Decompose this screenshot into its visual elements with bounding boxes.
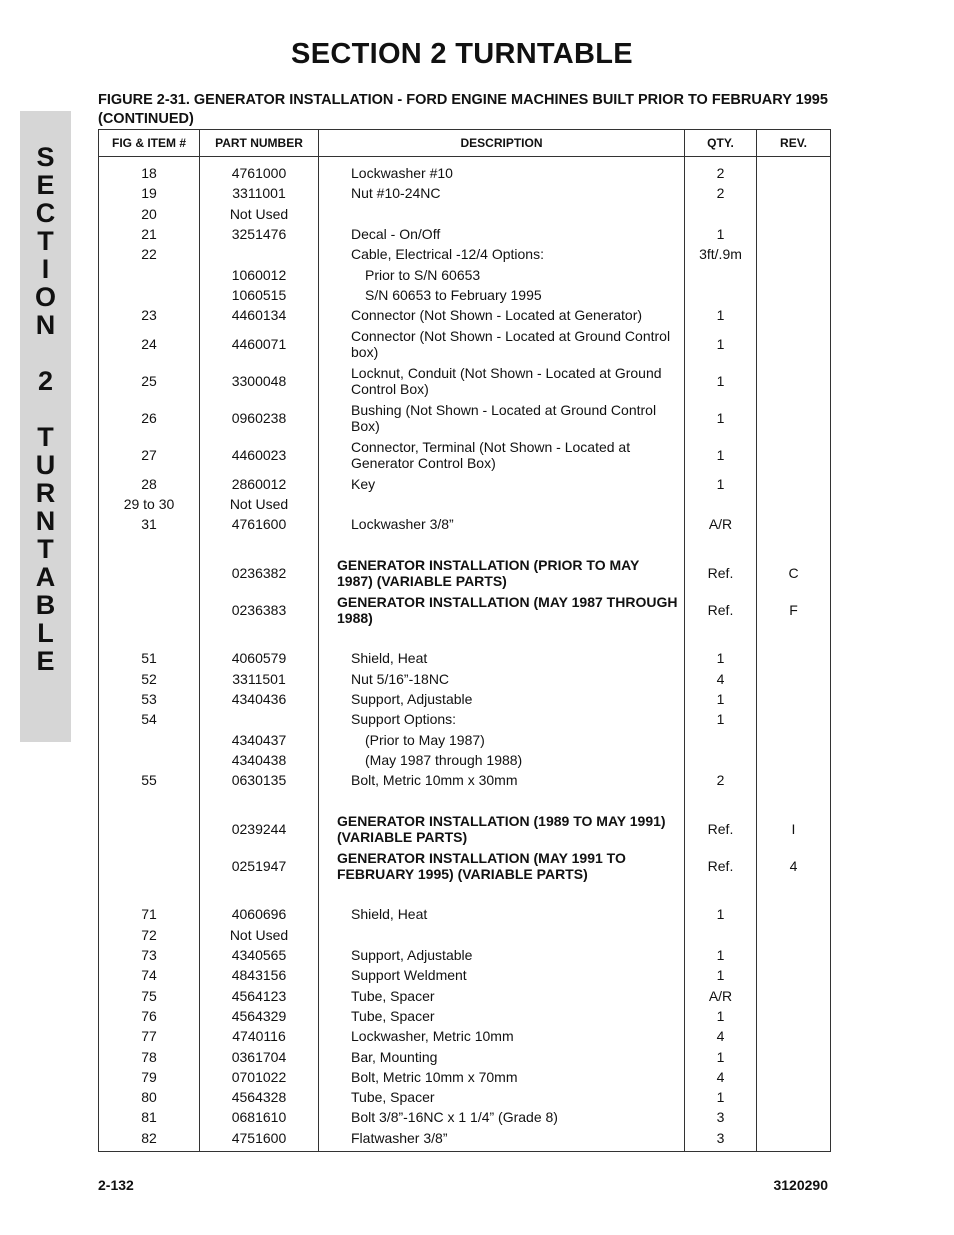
cell-part-number: 0701022 <box>200 1067 319 1087</box>
cell-fig-item: 76 <box>99 1006 200 1026</box>
table-row <box>99 494 831 514</box>
spacer-cell <box>200 790 319 810</box>
table-row <box>99 436 831 473</box>
table-row <box>99 1107 831 1127</box>
table-header-row <box>99 130 831 157</box>
table-row <box>99 925 831 945</box>
spacer-row <box>99 884 831 904</box>
spacer-cell <box>319 884 685 904</box>
cell-fig-item: 77 <box>99 1026 200 1046</box>
spacer-row <box>99 534 831 554</box>
cell-rev <box>757 325 831 362</box>
side-tab-letter: R <box>35 478 56 508</box>
cell-fig-item: 81 <box>99 1107 200 1127</box>
spacer-cell <box>200 534 319 554</box>
spacer-cell <box>685 790 757 810</box>
cell-rev <box>757 669 831 689</box>
cell-qty: 4 <box>685 669 757 689</box>
cell-description: Connector, Terminal (Not Shown - Located at Generator Control Box) <box>319 436 685 473</box>
cell-rev <box>757 1067 831 1087</box>
cell-description: Bolt 3/8”-16NC x 1 1/4” (Grade 8) <box>319 1107 685 1127</box>
cell-part-number: 1060515 <box>200 285 319 305</box>
cell-part-number: 4060579 <box>200 648 319 668</box>
header-description: DESCRIPTION <box>319 130 685 157</box>
table-row <box>99 1046 831 1066</box>
table-row <box>99 847 831 884</box>
cell-description <box>319 204 685 224</box>
side-tab-gap <box>20 395 71 423</box>
table-row <box>99 554 831 591</box>
cell-rev <box>757 473 831 493</box>
side-tab-letter: T <box>37 534 54 564</box>
cell-part-number: 0681610 <box>200 1107 319 1127</box>
cell-description: Tube, Spacer <box>319 1087 685 1107</box>
side-tab-letter: 2 <box>37 366 54 396</box>
cell-part-number: 4740116 <box>200 1026 319 1046</box>
cell-rev <box>757 224 831 244</box>
cell-qty: A/R <box>685 986 757 1006</box>
cell-description: GENERATOR INSTALLATION (MAY 1991 TO FEBRUARY 1995) (VARIABLE PARTS) <box>319 847 685 884</box>
cell-description: GENERATOR INSTALLATION (MAY 1987 THROUGH 1988) <box>319 591 685 628</box>
cell-description: Nut 5/16”-18NC <box>319 669 685 689</box>
side-tab-letter: E <box>36 646 55 676</box>
cell-qty: 1 <box>685 648 757 668</box>
cell-description: Lockwasher, Metric 10mm <box>319 1026 685 1046</box>
cell-fig-item: 51 <box>99 648 200 668</box>
cell-qty: 3ft/.9m <box>685 244 757 264</box>
cell-description: Cable, Electrical -12/4 Options: <box>319 244 685 264</box>
side-tab-letter: O <box>34 282 56 312</box>
table-row <box>99 945 831 965</box>
table-row <box>99 591 831 628</box>
cell-qty: 1 <box>685 399 757 436</box>
cell-rev <box>757 1026 831 1046</box>
cell-rev <box>757 750 831 770</box>
cell-fig-item: 74 <box>99 965 200 985</box>
cell-description: Shield, Heat <box>319 904 685 924</box>
cell-qty: Ref. <box>685 554 757 591</box>
cell-fig-item: 21 <box>99 224 200 244</box>
cell-description: Bolt, Metric 10mm x 30mm <box>319 770 685 790</box>
cell-fig-item: 72 <box>99 925 200 945</box>
cell-fig-item: 25 <box>99 362 200 399</box>
side-tab-letter: L <box>37 618 54 648</box>
parts-table <box>98 129 831 1152</box>
side-tab-letter: B <box>35 590 56 620</box>
cell-part-number: 4340437 <box>200 729 319 749</box>
cell-part-number: 4340438 <box>200 750 319 770</box>
cell-rev <box>757 709 831 729</box>
cell-part-number: 0236383 <box>200 591 319 628</box>
cell-rev <box>757 1087 831 1107</box>
table-row <box>99 204 831 224</box>
cell-qty: 1 <box>685 436 757 473</box>
cell-part-number: 4564328 <box>200 1087 319 1107</box>
cell-part-number: 4843156 <box>200 965 319 985</box>
header-part-number: PART NUMBER <box>200 130 319 157</box>
cell-fig-item: 24 <box>99 325 200 362</box>
spacer-row <box>99 628 831 648</box>
header-qty: QTY. <box>685 130 757 157</box>
cell-part-number: 0239244 <box>200 810 319 847</box>
side-tab-letter: U <box>35 450 56 480</box>
spacer-row <box>99 790 831 810</box>
cell-description: Support, Adjustable <box>319 689 685 709</box>
cell-rev <box>757 494 831 514</box>
cell-rev <box>757 770 831 790</box>
table-row <box>99 1026 831 1046</box>
spacer-cell <box>200 628 319 648</box>
cell-part-number: 0361704 <box>200 1046 319 1066</box>
cell-rev <box>757 157 831 184</box>
parts-table-body <box>99 157 831 1152</box>
cell-description: Bushing (Not Shown - Located at Ground Control Box) <box>319 399 685 436</box>
side-tab-letter: A <box>35 562 56 592</box>
cell-fig-item: 82 <box>99 1128 200 1152</box>
cell-qty: 1 <box>685 224 757 244</box>
cell-qty: 1 <box>685 325 757 362</box>
table-row <box>99 362 831 399</box>
cell-description: Lockwasher #10 <box>319 157 685 184</box>
cell-part-number: 4564329 <box>200 1006 319 1026</box>
cell-description: Decal - On/Off <box>319 224 685 244</box>
cell-part-number: 4761600 <box>200 514 319 534</box>
cell-description: Tube, Spacer <box>319 986 685 1006</box>
cell-fig-item <box>99 810 200 847</box>
table-row <box>99 965 831 985</box>
cell-description: Support Options: <box>319 709 685 729</box>
section-side-tab <box>20 111 71 742</box>
table-row <box>99 183 831 203</box>
cell-qty: 2 <box>685 770 757 790</box>
cell-rev <box>757 689 831 709</box>
cell-rev: C <box>757 554 831 591</box>
cell-fig-item: 20 <box>99 204 200 224</box>
table-row <box>99 325 831 362</box>
spacer-cell <box>200 884 319 904</box>
cell-part-number: 0960238 <box>200 399 319 436</box>
cell-rev <box>757 1006 831 1026</box>
cell-fig-item: 71 <box>99 904 200 924</box>
cell-qty: 4 <box>685 1026 757 1046</box>
cell-fig-item: 52 <box>99 669 200 689</box>
side-tab-letter: C <box>35 198 56 228</box>
cell-qty: 4 <box>685 1067 757 1087</box>
cell-rev: F <box>757 591 831 628</box>
side-tab-letter: N <box>35 506 56 536</box>
cell-qty <box>685 925 757 945</box>
cell-qty: 1 <box>685 305 757 325</box>
cell-part-number: Not Used <box>200 494 319 514</box>
cell-description: Bar, Mounting <box>319 1046 685 1066</box>
side-tab-letter: E <box>36 170 55 200</box>
cell-rev <box>757 904 831 924</box>
cell-part-number: 4460071 <box>200 325 319 362</box>
cell-part-number: 2860012 <box>200 473 319 493</box>
cell-qty: 1 <box>685 1087 757 1107</box>
cell-part-number: 3251476 <box>200 224 319 244</box>
cell-part-number: 4340436 <box>200 689 319 709</box>
side-tab-letter: S <box>36 142 55 172</box>
table-row <box>99 224 831 244</box>
cell-rev <box>757 514 831 534</box>
table-row <box>99 709 831 729</box>
cell-qty <box>685 285 757 305</box>
cell-description: Shield, Heat <box>319 648 685 668</box>
cell-part-number: 4751600 <box>200 1128 319 1152</box>
spacer-cell <box>99 628 200 648</box>
cell-qty: 3 <box>685 1128 757 1152</box>
spacer-cell <box>757 790 831 810</box>
cell-part-number: 0236382 <box>200 554 319 591</box>
side-tab-letter: T <box>37 422 54 452</box>
table-row <box>99 986 831 1006</box>
cell-qty: 1 <box>685 965 757 985</box>
table-row <box>99 1128 831 1152</box>
cell-description: Flatwasher 3/8” <box>319 1128 685 1152</box>
cell-fig-item: 53 <box>99 689 200 709</box>
cell-rev <box>757 362 831 399</box>
cell-qty <box>685 264 757 284</box>
cell-part-number: Not Used <box>200 204 319 224</box>
cell-description: S/N 60653 to February 1995 <box>319 285 685 305</box>
cell-description: Lockwasher 3/8” <box>319 514 685 534</box>
cell-qty: 2 <box>685 157 757 184</box>
cell-description: (May 1987 through 1988) <box>319 750 685 770</box>
side-tab-gap <box>20 339 71 367</box>
cell-fig-item: 55 <box>99 770 200 790</box>
cell-qty: 1 <box>685 709 757 729</box>
spacer-cell <box>685 534 757 554</box>
cell-rev <box>757 305 831 325</box>
table-row <box>99 729 831 749</box>
cell-description: Key <box>319 473 685 493</box>
cell-fig-item: 31 <box>99 514 200 534</box>
cell-rev <box>757 648 831 668</box>
cell-qty: 1 <box>685 689 757 709</box>
cell-fig-item: 75 <box>99 986 200 1006</box>
side-tab-letter: N <box>35 310 56 340</box>
table-row <box>99 264 831 284</box>
cell-description: Bolt, Metric 10mm x 70mm <box>319 1067 685 1087</box>
cell-fig-item: 23 <box>99 305 200 325</box>
cell-rev: 4 <box>757 847 831 884</box>
cell-part-number: 4460134 <box>200 305 319 325</box>
table-row <box>99 399 831 436</box>
cell-rev <box>757 925 831 945</box>
table-row <box>99 305 831 325</box>
cell-fig-item: 73 <box>99 945 200 965</box>
cell-rev: I <box>757 810 831 847</box>
section-title: SECTION 2 TURNTABLE <box>291 38 633 70</box>
table-row <box>99 669 831 689</box>
cell-qty: Ref. <box>685 810 757 847</box>
cell-description <box>319 494 685 514</box>
cell-qty: Ref. <box>685 591 757 628</box>
cell-description: GENERATOR INSTALLATION (PRIOR TO MAY 1987) (VARIABLE PARTS) <box>319 554 685 591</box>
cell-part-number <box>200 709 319 729</box>
spacer-cell <box>319 628 685 648</box>
cell-part-number: 3300048 <box>200 362 319 399</box>
cell-fig-item: 54 <box>99 709 200 729</box>
spacer-cell <box>757 534 831 554</box>
table-row <box>99 473 831 493</box>
side-tab-letters <box>20 143 71 675</box>
cell-qty <box>685 204 757 224</box>
cell-fig-item <box>99 729 200 749</box>
cell-description: Nut #10-24NC <box>319 183 685 203</box>
table-row <box>99 1087 831 1107</box>
cell-rev <box>757 1046 831 1066</box>
cell-rev <box>757 1107 831 1127</box>
cell-description: Support Weldment <box>319 965 685 985</box>
cell-qty <box>685 750 757 770</box>
cell-part-number: 4460023 <box>200 436 319 473</box>
cell-rev <box>757 285 831 305</box>
cell-description: Support, Adjustable <box>319 945 685 965</box>
spacer-cell <box>319 790 685 810</box>
cell-description: GENERATOR INSTALLATION (1989 TO MAY 1991) (VARIABLE PARTS) <box>319 810 685 847</box>
spacer-cell <box>757 884 831 904</box>
side-tab-letter: T <box>37 226 54 256</box>
cell-fig-item <box>99 285 200 305</box>
cell-description: (Prior to May 1987) <box>319 729 685 749</box>
header-fig-item: FIG & ITEM # <box>99 130 200 157</box>
cell-description: Connector (Not Shown - Located at Ground Control box) <box>319 325 685 362</box>
cell-part-number: 4060696 <box>200 904 319 924</box>
cell-rev <box>757 965 831 985</box>
cell-fig-item <box>99 750 200 770</box>
cell-qty: Ref. <box>685 847 757 884</box>
cell-description: Connector (Not Shown - Located at Generator) <box>319 305 685 325</box>
cell-qty: 2 <box>685 183 757 203</box>
cell-fig-item <box>99 591 200 628</box>
cell-rev <box>757 244 831 264</box>
cell-fig-item <box>99 264 200 284</box>
cell-qty: A/R <box>685 514 757 534</box>
table-row <box>99 514 831 534</box>
side-tab-letter: I <box>41 254 50 284</box>
table-row <box>99 648 831 668</box>
spacer-cell <box>685 884 757 904</box>
spacer-cell <box>319 534 685 554</box>
cell-fig-item: 78 <box>99 1046 200 1066</box>
table-row <box>99 1006 831 1026</box>
cell-qty: 1 <box>685 1006 757 1026</box>
cell-rev <box>757 1128 831 1152</box>
cell-part-number: 1060012 <box>200 264 319 284</box>
cell-part-number: 4340565 <box>200 945 319 965</box>
cell-part-number: 4564123 <box>200 986 319 1006</box>
cell-part-number: 3311001 <box>200 183 319 203</box>
spacer-cell <box>757 628 831 648</box>
cell-fig-item: 80 <box>99 1087 200 1107</box>
cell-fig-item: 27 <box>99 436 200 473</box>
cell-rev <box>757 729 831 749</box>
cell-part-number: 0630135 <box>200 770 319 790</box>
cell-rev <box>757 986 831 1006</box>
cell-rev <box>757 183 831 203</box>
cell-qty: 1 <box>685 362 757 399</box>
header-rev: REV. <box>757 130 831 157</box>
table-row <box>99 904 831 924</box>
cell-description: Tube, Spacer <box>319 1006 685 1026</box>
cell-qty: 1 <box>685 945 757 965</box>
table-row <box>99 750 831 770</box>
cell-part-number: 3311501 <box>200 669 319 689</box>
cell-fig-item <box>99 554 200 591</box>
figure-title: FIGURE 2-31. GENERATOR INSTALLATION - FORD ENGINE MACHINES BUILT PRIOR TO FEBRUARY 1995 (CONTINUED) <box>98 92 828 127</box>
cell-fig-item <box>99 847 200 884</box>
cell-rev <box>757 436 831 473</box>
table-row <box>99 689 831 709</box>
cell-qty <box>685 729 757 749</box>
cell-part-number: Not Used <box>200 925 319 945</box>
cell-rev <box>757 945 831 965</box>
table-row <box>99 157 831 184</box>
spacer-cell <box>99 534 200 554</box>
cell-qty: 3 <box>685 1107 757 1127</box>
document-number: 3120290 <box>773 1177 828 1193</box>
cell-fig-item: 28 <box>99 473 200 493</box>
cell-qty: 1 <box>685 473 757 493</box>
cell-fig-item: 79 <box>99 1067 200 1087</box>
table-row <box>99 1067 831 1087</box>
cell-fig-item: 19 <box>99 183 200 203</box>
cell-fig-item: 22 <box>99 244 200 264</box>
cell-part-number <box>200 244 319 264</box>
cell-qty <box>685 494 757 514</box>
cell-fig-item: 29 to 30 <box>99 494 200 514</box>
spacer-cell <box>99 790 200 810</box>
cell-qty: 1 <box>685 904 757 924</box>
spacer-cell <box>99 884 200 904</box>
cell-rev <box>757 399 831 436</box>
cell-part-number: 0251947 <box>200 847 319 884</box>
spacer-cell <box>685 628 757 648</box>
table-row <box>99 770 831 790</box>
cell-part-number: 4761000 <box>200 157 319 184</box>
cell-fig-item: 26 <box>99 399 200 436</box>
table-row <box>99 285 831 305</box>
cell-description: Prior to S/N 60653 <box>319 264 685 284</box>
cell-rev <box>757 264 831 284</box>
page-number: 2-132 <box>98 1177 134 1193</box>
cell-description <box>319 925 685 945</box>
table-row <box>99 810 831 847</box>
cell-qty: 1 <box>685 1046 757 1066</box>
cell-rev <box>757 204 831 224</box>
cell-description: Locknut, Conduit (Not Shown - Located at Ground Control Box) <box>319 362 685 399</box>
table-row <box>99 244 831 264</box>
cell-fig-item: 18 <box>99 157 200 184</box>
